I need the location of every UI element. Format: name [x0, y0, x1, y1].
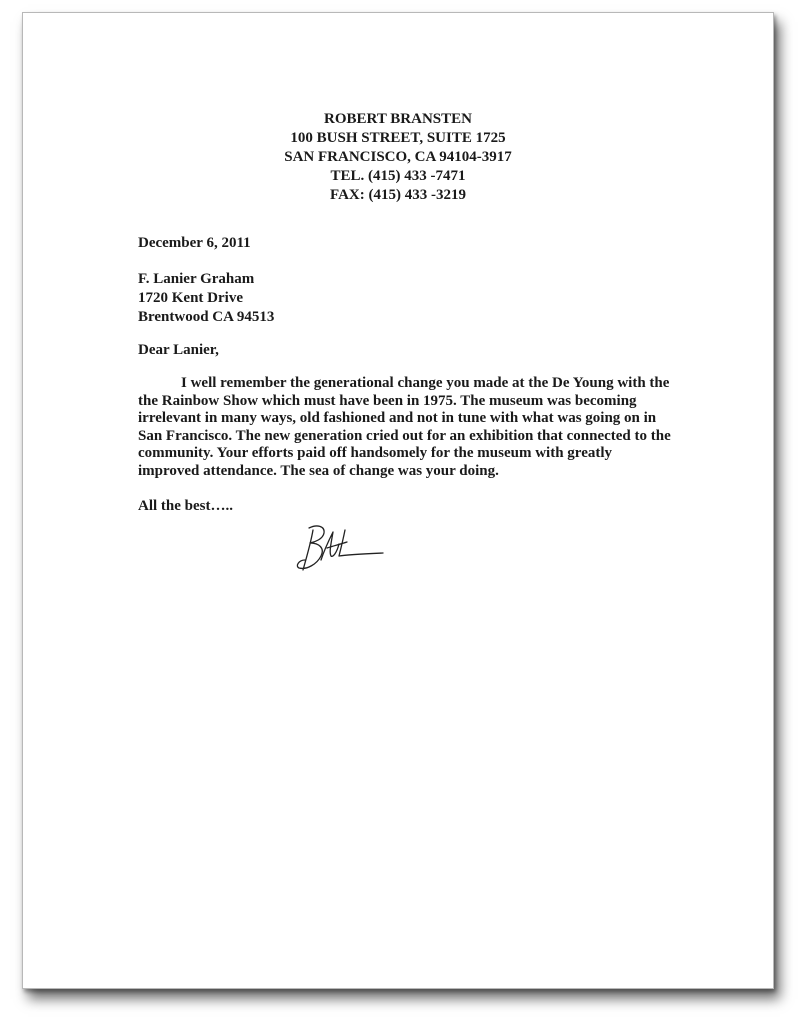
letter-body	[138, 375, 718, 481]
sender-street: 100 BUSH STREET, SUITE 1725	[290, 130, 506, 146]
letter-page	[22, 12, 774, 989]
body-line: I well remember the generational change you made at the De Young with the	[181, 375, 670, 391]
salutation: Dear Lanier,	[138, 342, 219, 358]
letter-content	[23, 13, 773, 988]
closing: All the best…..	[138, 498, 233, 514]
body-line: the Rainbow Show which must have been in 1975. The museum was becoming	[138, 392, 637, 409]
recipient-address	[138, 270, 274, 327]
sender-city: SAN FRANCISCO, CA 94104-3917	[284, 149, 512, 165]
body-line: community. Your efforts paid off handsomely for the museum with greatly	[138, 445, 613, 462]
letter-date: December 6, 2011	[138, 235, 251, 251]
recipient-street: 1720 Kent Drive	[138, 290, 243, 306]
sender-telephone: TEL. (415) 433 -7471	[330, 168, 466, 184]
sender-name: ROBERT BRANSTEN	[324, 111, 472, 127]
body-line: improved attendance. The sea of change was your doing.	[138, 462, 499, 479]
body-line: irrelevant in many ways, old fashioned and not in tune with what was going on in	[138, 410, 657, 427]
body-line: San Francisco. The new generation cried out for an exhibition that connected to the	[138, 427, 671, 444]
recipient-city: Brentwood CA 94513	[138, 309, 275, 325]
recipient-name: F. Lanier Graham	[138, 271, 255, 287]
signature-image	[291, 518, 391, 576]
letterhead	[23, 110, 773, 205]
sender-fax: FAX: (415) 433 -3219	[330, 187, 466, 203]
